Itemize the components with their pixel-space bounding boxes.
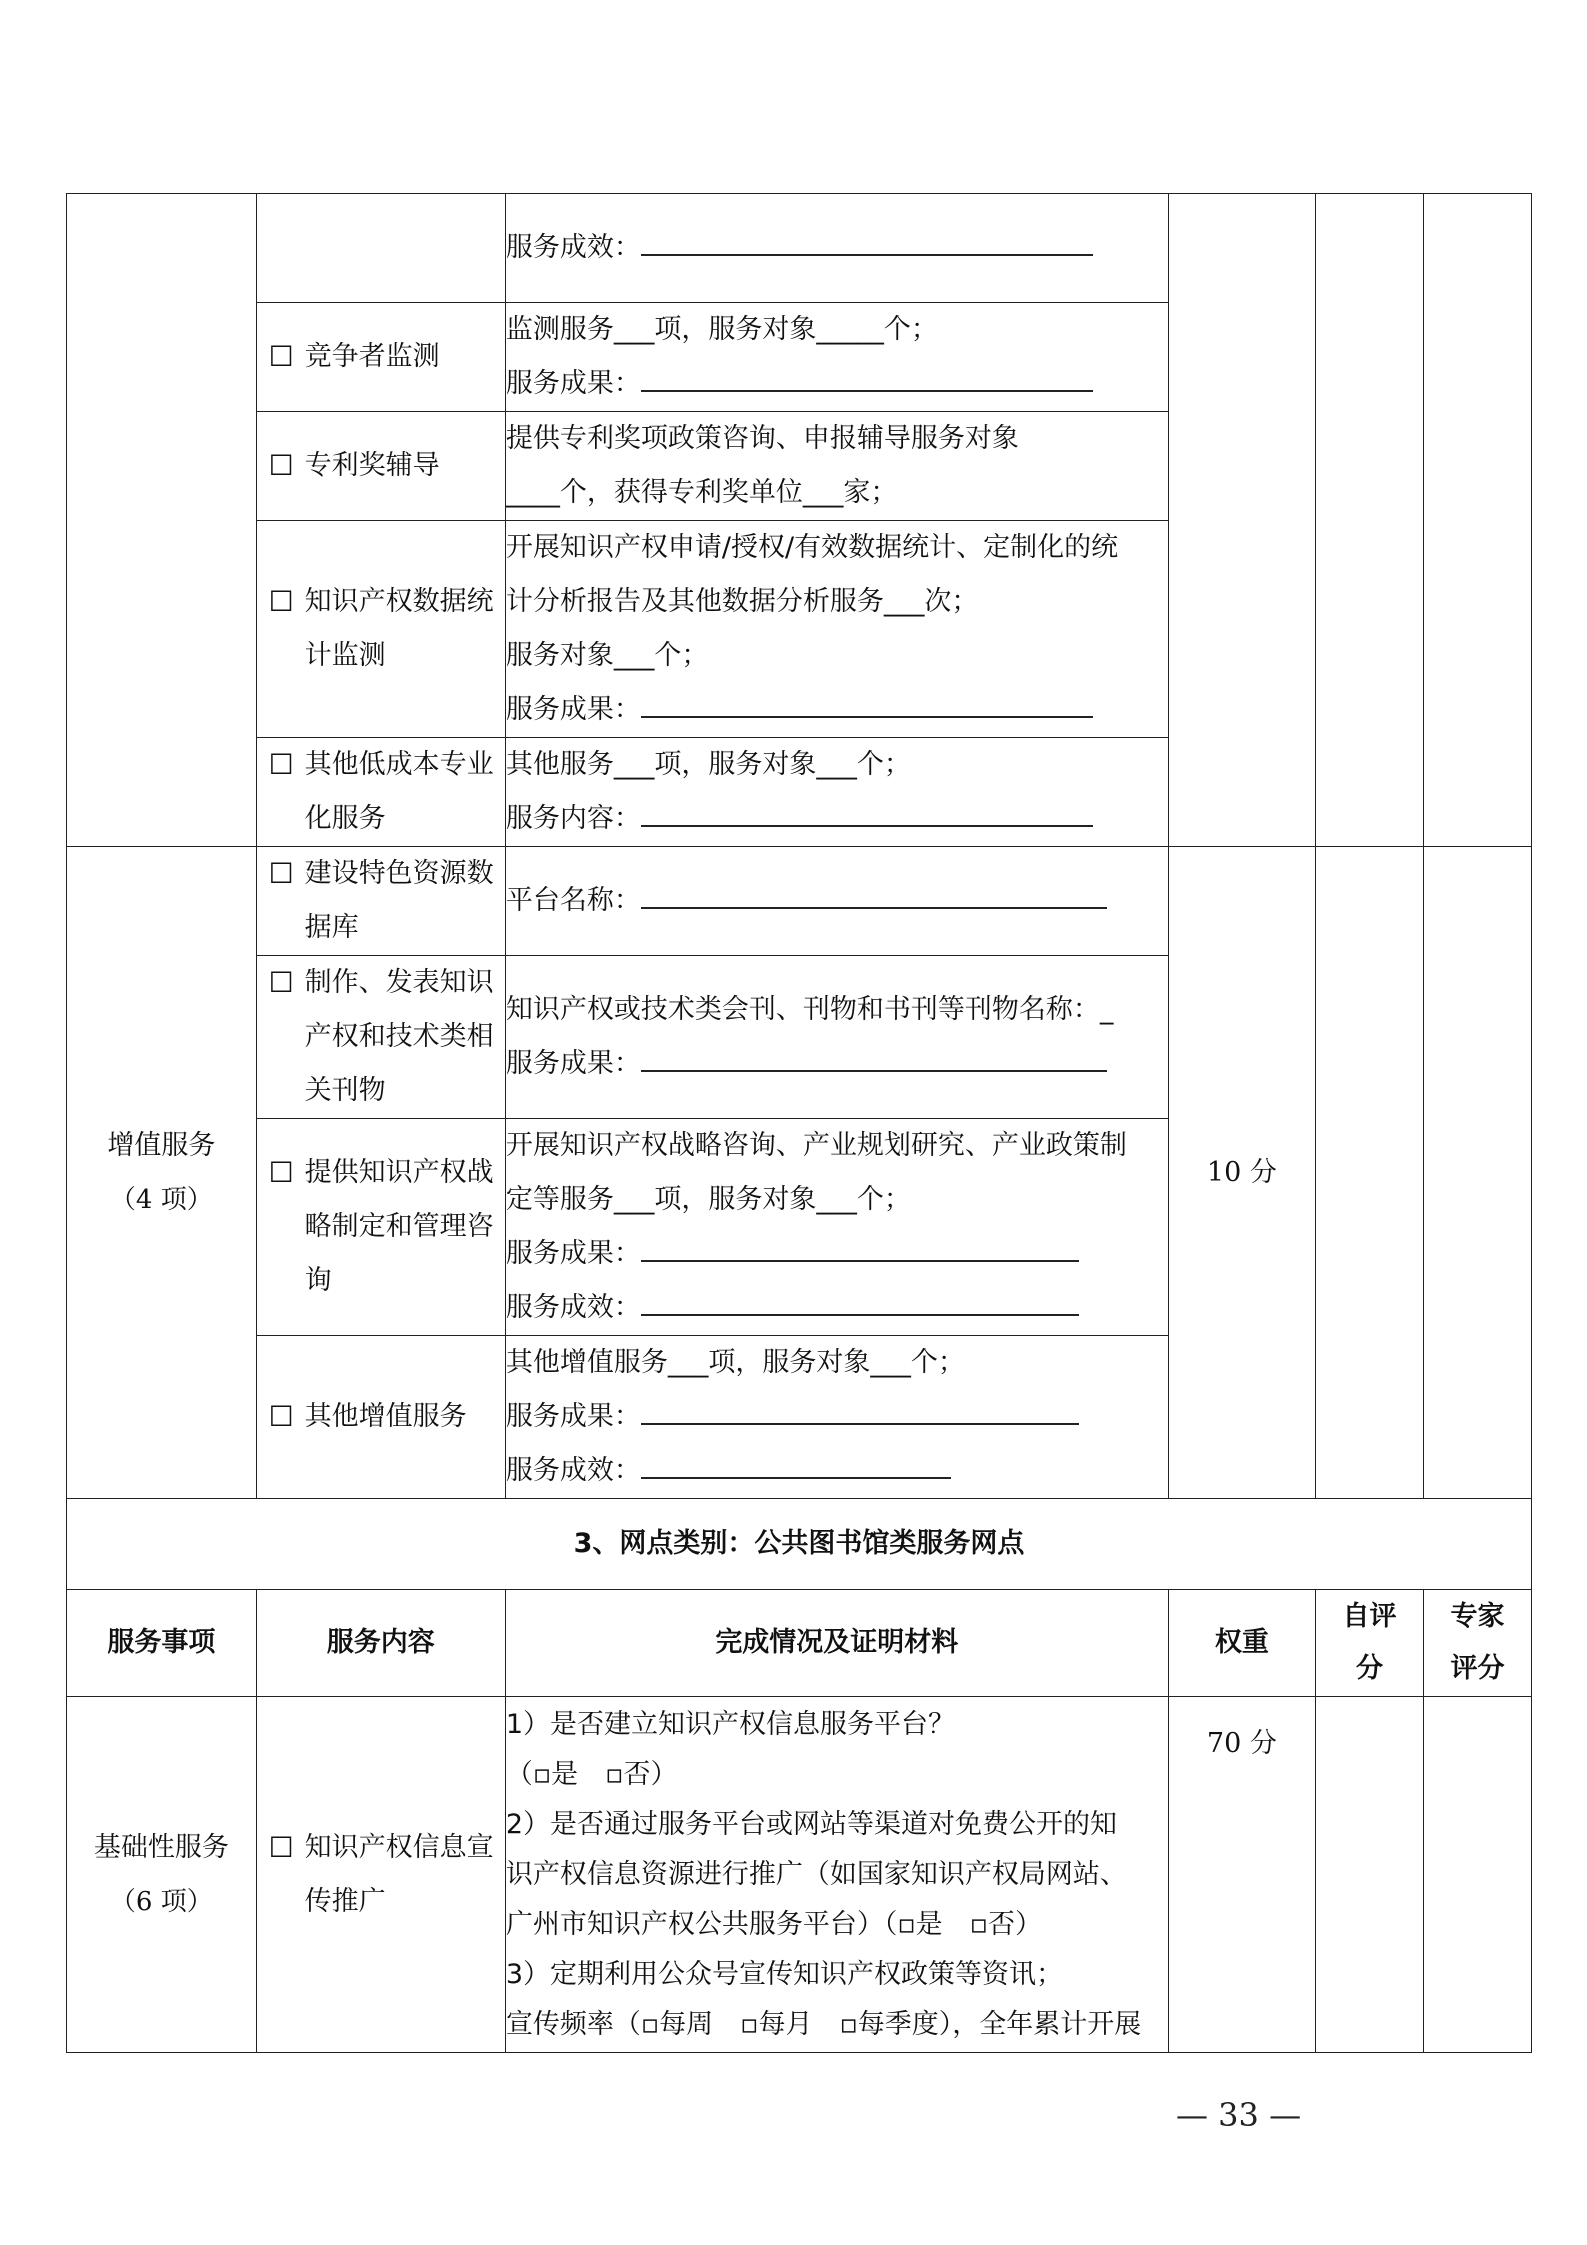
detail-line: 1）是否建立知识产权信息服务平台？: [505, 1708, 956, 1740]
expert-score-cell[interactable]: [1424, 847, 1532, 1499]
page-number: — 33 —: [1176, 2096, 1302, 2134]
detail-line: 服务成果：: [506, 357, 1168, 411]
service-item-cell: [67, 194, 257, 847]
fill-blank[interactable]: [641, 222, 1093, 256]
detail-line: 服务成果：: [506, 1037, 1168, 1091]
header-item: 服务事项: [67, 1590, 257, 1697]
expert-score-cell[interactable]: [1424, 194, 1532, 847]
service-content-cell: [256, 1336, 505, 1499]
fill-blank[interactable]: [641, 793, 1093, 827]
detail-line: 计分析报告及其他数据分析服务___次；: [505, 586, 979, 617]
service-content-cell: [256, 1119, 505, 1336]
self-score-cell[interactable]: [1316, 847, 1424, 1499]
checkbox[interactable]: ☐: [268, 340, 294, 373]
fill-blank[interactable]: [641, 684, 1093, 718]
completion-cell: [505, 303, 1168, 412]
detail-line: 服务成果：: [506, 683, 1168, 737]
checkbox[interactable]: ☐: [268, 585, 294, 618]
service-item-cell: [67, 847, 257, 1499]
detail-line: ____个，获得专利奖单位___家；: [505, 477, 898, 508]
table-row: [67, 194, 1532, 303]
service-name: 制作、发表知识产权和技术类相关刊物: [304, 967, 494, 1106]
fill-blank[interactable]: [641, 875, 1107, 909]
detail-line: 服务成效：: [506, 221, 1168, 275]
section-title: 3、网点类别：公共图书馆类服务网点: [67, 1499, 1532, 1590]
service-name: 提供知识产权战略制定和管理咨询: [304, 1157, 494, 1296]
detail-line: 2）是否通过服务平台或网站等渠道对免费公开的知: [505, 1808, 1118, 1840]
detail-line: 广州市知识产权公共服务平台）（▫是 ▫否）: [505, 1908, 1042, 1940]
checkbox[interactable]: ☐: [268, 966, 294, 999]
item-count: （4 项）: [109, 1184, 213, 1215]
service-content-cell: [256, 956, 505, 1119]
detail-line: 开展知识产权战略咨询、产业规划研究、产业政策制: [505, 1130, 1127, 1161]
checkbox[interactable]: ☐: [268, 857, 294, 890]
detail-line: 开展知识产权申请/授权/有效数据统计、定制化的统: [505, 532, 1119, 563]
fill-blank[interactable]: [641, 358, 1093, 392]
evaluation-table: [66, 193, 1532, 2053]
completion-cell: [505, 847, 1168, 956]
item-count: （6 项）: [109, 1886, 213, 1917]
completion-cell: [505, 194, 1168, 303]
service-content-cell: [256, 738, 505, 847]
service-name: 专利奖辅导: [304, 450, 440, 481]
completion-cell: [505, 956, 1168, 1119]
detail-line: 宣传频率（▫每周 ▫每月 ▫每季度），全年累计开展: [505, 2008, 1142, 2040]
service-name: 建设特色资源数据库: [304, 858, 494, 943]
checkbox[interactable]: ☐: [268, 1156, 294, 1189]
service-name: 竞争者监测: [304, 341, 440, 372]
checkbox[interactable]: ☐: [268, 449, 294, 482]
detail-line: 提供专利奖项政策咨询、申报辅导服务对象: [505, 423, 1019, 454]
fill-blank[interactable]: [641, 1391, 1079, 1425]
detail-line: 服务成效：: [506, 1281, 1168, 1335]
weight-cell: [1168, 194, 1315, 847]
self-score-cell[interactable]: [1316, 1697, 1424, 2053]
detail-line: 3）定期利用公众号宣传知识产权政策等资讯；: [505, 1958, 1064, 1990]
self-score-cell[interactable]: [1316, 194, 1424, 847]
completion-cell: [505, 738, 1168, 847]
checkbox[interactable]: ☐: [268, 1400, 294, 1433]
detail-line: 服务成果：: [506, 1227, 1168, 1281]
fill-blank[interactable]: [641, 1445, 951, 1479]
checkbox[interactable]: ☐: [268, 1830, 294, 1864]
service-name: 其他增值服务: [304, 1401, 467, 1432]
header-expert-score: 专家 评分: [1424, 1590, 1532, 1697]
completion-cell: [505, 521, 1168, 738]
item-label: 基础性服务: [93, 1831, 229, 1863]
detail-line: 知识产权或技术类会刊、刊物和书刊等刊物名称：_: [505, 994, 1114, 1025]
service-content-cell: [256, 412, 505, 521]
header-weight: 权重: [1168, 1590, 1315, 1697]
expert-score-cell[interactable]: [1424, 1697, 1532, 2053]
detail-line: 服务对象___个；: [505, 640, 709, 671]
fill-blank[interactable]: [641, 1228, 1079, 1262]
service-item-cell: [67, 1697, 257, 2053]
detail-line: 监测服务___项，服务对象_____个；: [505, 314, 938, 345]
completion-cell: [505, 1119, 1168, 1336]
service-name: 其他低成本专业化服务: [304, 749, 494, 834]
service-name: 知识产权数据统计监测: [304, 586, 494, 671]
service-content-cell: [256, 521, 505, 738]
service-content-cell: [256, 194, 505, 303]
detail-line: 其他增值服务___项，服务对象___个；: [505, 1347, 965, 1378]
detail-line: 其他服务___项，服务对象___个；: [505, 749, 911, 780]
detail-line: 定等服务___项，服务对象___个；: [505, 1184, 911, 1215]
detail-line: （▫是 ▫否）: [505, 1758, 678, 1790]
completion-cell: [505, 1336, 1168, 1499]
header-completion: 完成情况及证明材料: [505, 1590, 1168, 1697]
completion-cell: [505, 1697, 1168, 2053]
completion-cell: [505, 412, 1168, 521]
fill-blank[interactable]: [641, 1038, 1107, 1072]
fill-blank[interactable]: [641, 1282, 1079, 1316]
section-row: [67, 1499, 1532, 1590]
table-row: [67, 847, 1532, 956]
header-self-score: 自评 分: [1316, 1590, 1424, 1697]
service-content-cell: [256, 847, 505, 956]
detail-line: 服务成果：: [506, 1390, 1168, 1444]
weight-cell: 10 分: [1168, 847, 1315, 1499]
table-row: [67, 1697, 1532, 2053]
header-row: [67, 1590, 1532, 1697]
service-content-cell: [256, 303, 505, 412]
checkbox[interactable]: ☐: [268, 748, 294, 781]
detail-line: 服务内容：: [506, 792, 1168, 846]
detail-line: 平台名称：: [506, 874, 1168, 928]
detail-line: 服务成效：: [506, 1444, 1168, 1498]
service-content-cell: [256, 1697, 505, 2053]
service-name: 知识产权信息宣传推广: [304, 1831, 494, 1917]
header-content: 服务内容: [256, 1590, 505, 1697]
detail-line: 识产权信息资源进行推广（如国家知识产权局网站、: [505, 1858, 1127, 1890]
weight-cell: 70 分: [1168, 1697, 1315, 2053]
item-label: 增值服务: [107, 1129, 216, 1161]
